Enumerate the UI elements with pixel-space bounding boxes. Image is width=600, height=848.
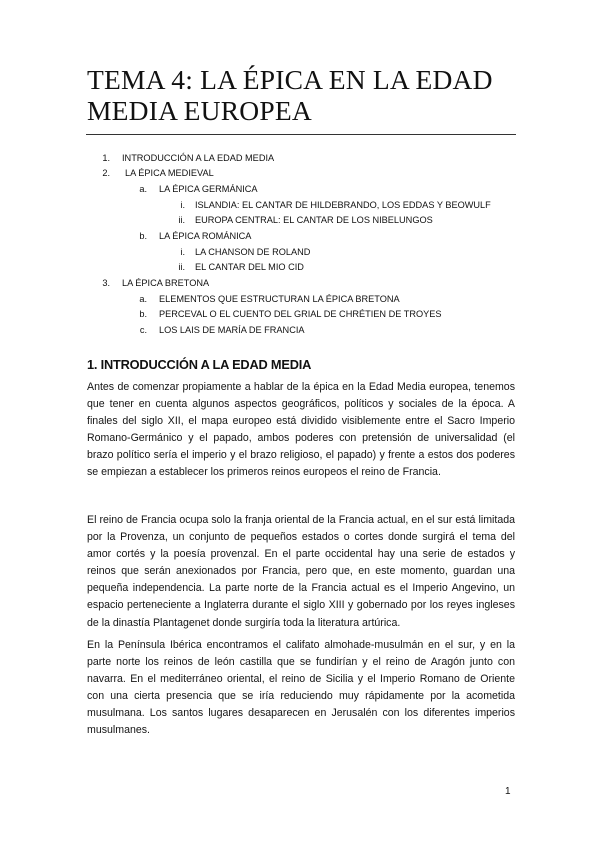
toc-text: LA ÉPICA MEDIEVAL: [125, 168, 214, 178]
toc-number: i.: [180, 247, 185, 257]
toc-text: LA ÉPICA ROMÁNICA: [159, 231, 252, 241]
toc-number: b.: [139, 231, 147, 241]
title-rule: [86, 134, 516, 135]
body-paragraph: El reino de Francia ocupa solo la franja oriental de la Francia actual, en el sur está limitada por la Provenza, un conjunto de pequeños estados o cortes donde surgirá el tema del amor cortés y la poesía provenzal. En el parte occidental hay una serie de estados y reinos que serán anexionados por Francia, pero que, en este momento, guardan una pequeña independencia. La parte norte de la Francia actual es el Imperio Angevino, un espacio perteneciente a Inglaterra durante el siglo XIII y gobernado por los reyes ingleses de la dinastía Plantagenet donde surgiría toda la literatura artúrica.: [87, 514, 515, 629]
toc-number: 1.: [102, 153, 110, 163]
toc-text: EUROPA CENTRAL: EL CANTAR DE LOS NIBELUNGOS: [195, 215, 433, 225]
toc-number: c.: [139, 325, 147, 335]
toc-number: 2.: [102, 168, 110, 178]
toc-text: PERCEVAL O EL CUENTO DEL GRIAL DE CHRÉTIEN DE TROYES: [159, 309, 442, 319]
page-number: 1: [505, 786, 511, 797]
toc-text: ISLANDIA: EL CANTAR DE HILDEBRANDO, LOS EDDAS Y BEOWULF: [195, 200, 491, 210]
toc-number: a.: [139, 294, 147, 304]
toc-number: i.: [180, 200, 185, 210]
toc-text: EL CANTAR DEL MIO CID: [195, 262, 304, 272]
title-line-2: MEDIA EUROPEA: [87, 95, 312, 126]
document-title: [87, 64, 517, 126]
toc-number: 3.: [102, 278, 110, 288]
title-line-1: TEMA 4: LA ÉPICA EN LA EDAD: [87, 64, 493, 95]
toc-text: LA CHANSON DE ROLAND: [195, 247, 311, 257]
toc-number: b.: [139, 309, 147, 319]
toc-text: LA ÉPICA GERMÁNICA: [159, 184, 258, 194]
toc-number: ii.: [178, 215, 185, 225]
body-paragraph: En la Península Ibérica encontramos el califato almohade-musulmán en el sur, y en la parte norte los reinos de león castilla que se fundirían y el reino de Aragón junto con navarra. En el mediterráneo oriental, el reino de Sicilia y el Imperio Romano de Oriente con una cierta presencia que se iría reduciendo muy rápidamente por la acometida musulmana. Los santos lugares desaparecen en Jerusalén con los diferentes imperios musulmanes.: [87, 639, 515, 737]
toc-number: ii.: [178, 262, 185, 272]
section-heading: 1. INTRODUCCIÓN A LA EDAD MEDIA: [87, 357, 312, 372]
toc-text: LA ÉPICA BRETONA: [122, 278, 210, 288]
toc-text: LOS LAIS DE MARÍA DE FRANCIA: [159, 325, 305, 335]
toc-text: INTRODUCCIÓN A LA EDAD MEDIA: [122, 153, 275, 163]
toc-number: a.: [139, 184, 147, 194]
toc-text: ELEMENTOS QUE ESTRUCTURAN LA ÉPICA BRETONA: [159, 294, 400, 304]
body-paragraph: Antes de comenzar propiamente a hablar de la épica en la Edad Media europea, tenemos que tener en cuenta algunos aspectos geográficos, políticos y sociales de la época. A finales del siglo XII, el mapa europeo está dividido visiblemente entre el Sacro Imperio Romano-Germánico y el papado, ambos poderes con pretensión de universalidad (el brazo político sería el imperio y el brazo religioso, el papado) y frente a estos dos poderes se empiezan a establecer los primeros reinos europeos el reino de Francia.: [87, 381, 515, 479]
